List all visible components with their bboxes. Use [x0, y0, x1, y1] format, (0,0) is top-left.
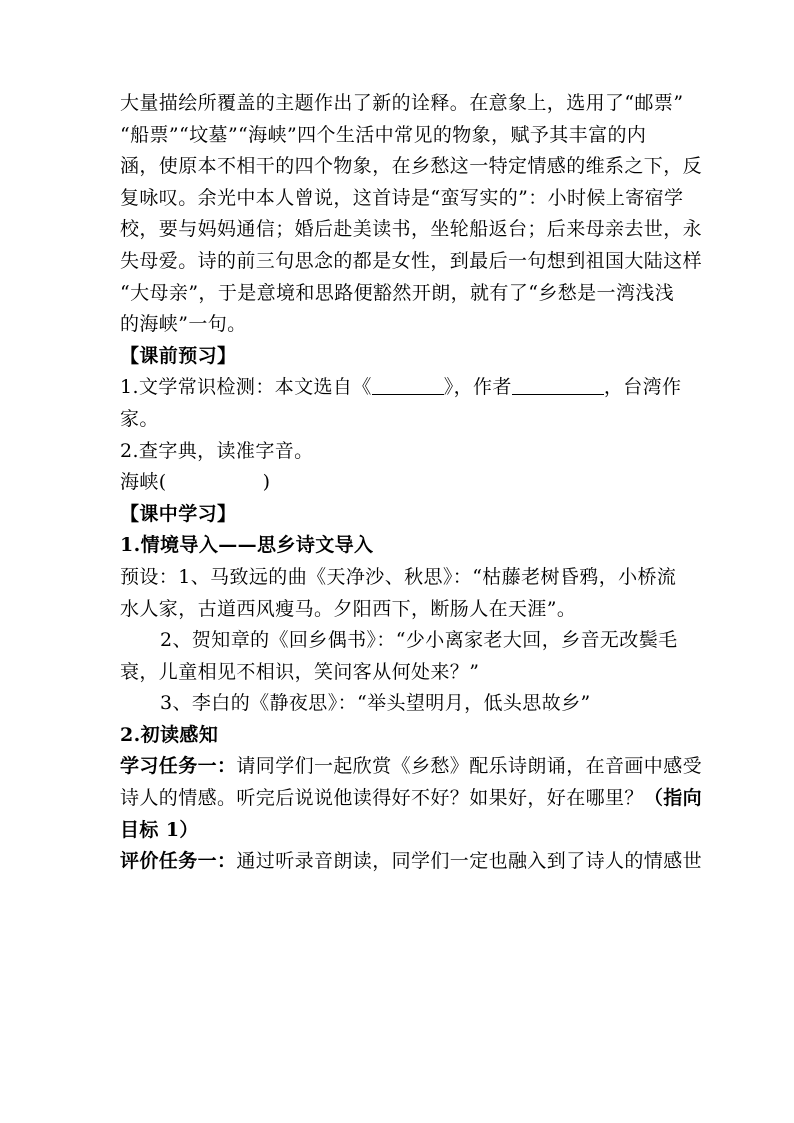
text-line: “船票”“坟墓”“海峡”四个生活中常见的物象，赋予其丰富的内: [120, 123, 647, 146]
word-close: ): [262, 471, 271, 494]
preview-heading: 【课前预习】: [120, 344, 237, 367]
poem-preset-3: 3、李白的《静夜思》：“举头望明月，低头思故乡”: [160, 692, 591, 715]
task-text: 诗人的情感。听完后说说他读得好不好？如果好，好在哪里？: [120, 787, 644, 810]
text-line: “大母亲”，于是意境和思路便豁然开朗，就有了“乡愁是一湾浅浅: [120, 281, 675, 304]
task-label: 学习任务一：: [120, 755, 237, 778]
task-target: （指向: [643, 787, 703, 810]
preview-question-2: 2.查字典，读准字音。: [120, 439, 314, 462]
evaluation-task-1: [120, 846, 703, 878]
text-line: 失母爱。诗的前三句思念的都是女性，到最后一句想到祖国大陆这样: [120, 249, 703, 272]
book-title-blank[interactable]: [372, 376, 444, 395]
text-line: 涵，使原本不相干的四个物象，在乡愁这一特定情感的维系之下，反: [120, 155, 703, 178]
section-1-title: 1.情境导入——思乡诗文导入: [120, 534, 374, 557]
poem-preset-1a: 预设：1、马致远的曲《天净沙、秋思》：“枯藤老树昏鸦，小桥流: [120, 565, 677, 588]
pronunciation-item: [120, 467, 676, 499]
learning-task-1: [120, 751, 703, 783]
poem-preset-1b: 水人家，古道西风瘦马。夕阳西下，断肠人在天涯”。: [120, 597, 577, 620]
preview-question-1-cont: 家。: [120, 407, 159, 430]
text-line: 大量描绘所覆盖的主题作出了新的诠释。在意象上，选用了“邮票”: [120, 92, 684, 114]
text-line: 的海峡”一句。: [120, 313, 247, 336]
author-blank[interactable]: [512, 376, 604, 395]
word-label: 海峡(: [120, 471, 167, 494]
text-line: 复咏叹。余光中本人曾说，这首诗是“蛮写实的”：小时候上寄宿学: [120, 186, 684, 209]
eval-label: 评价任务一：: [120, 850, 237, 873]
intro-paragraph: [120, 88, 703, 341]
q1-text-b: 》，作者: [443, 376, 512, 399]
section-2-title: 2.初读感知: [120, 723, 219, 746]
q1-text-c: ，台湾作: [603, 376, 682, 399]
learning-task-1-cont: [120, 783, 703, 815]
task-text: 请同学们一起欣赏《乡愁》配乐诗朗诵，在音画中感受: [236, 755, 703, 778]
eval-text: 通过听录音朗读，同学们一定也融入到了诗人的情感世: [236, 850, 703, 873]
learning-task-1-target: 目标 1）: [120, 818, 199, 841]
lesson-heading: 【课中学习】: [120, 502, 237, 525]
text-line: 校，要与妈妈通信；婚后赴美读书，坐轮船返台；后来母亲去世，永: [120, 218, 703, 241]
poem-preset-2a: 2、贺知章的《回乡偶书》：“少小离家老大回，乡音无改鬓毛: [160, 629, 678, 652]
preview-question-1: [120, 372, 682, 404]
q1-text-a: 1.文学常识检测：本文选自《: [120, 376, 372, 399]
poem-preset-2b: 衰，儿童相见不相识，笑问客从何处来？”: [120, 660, 480, 683]
